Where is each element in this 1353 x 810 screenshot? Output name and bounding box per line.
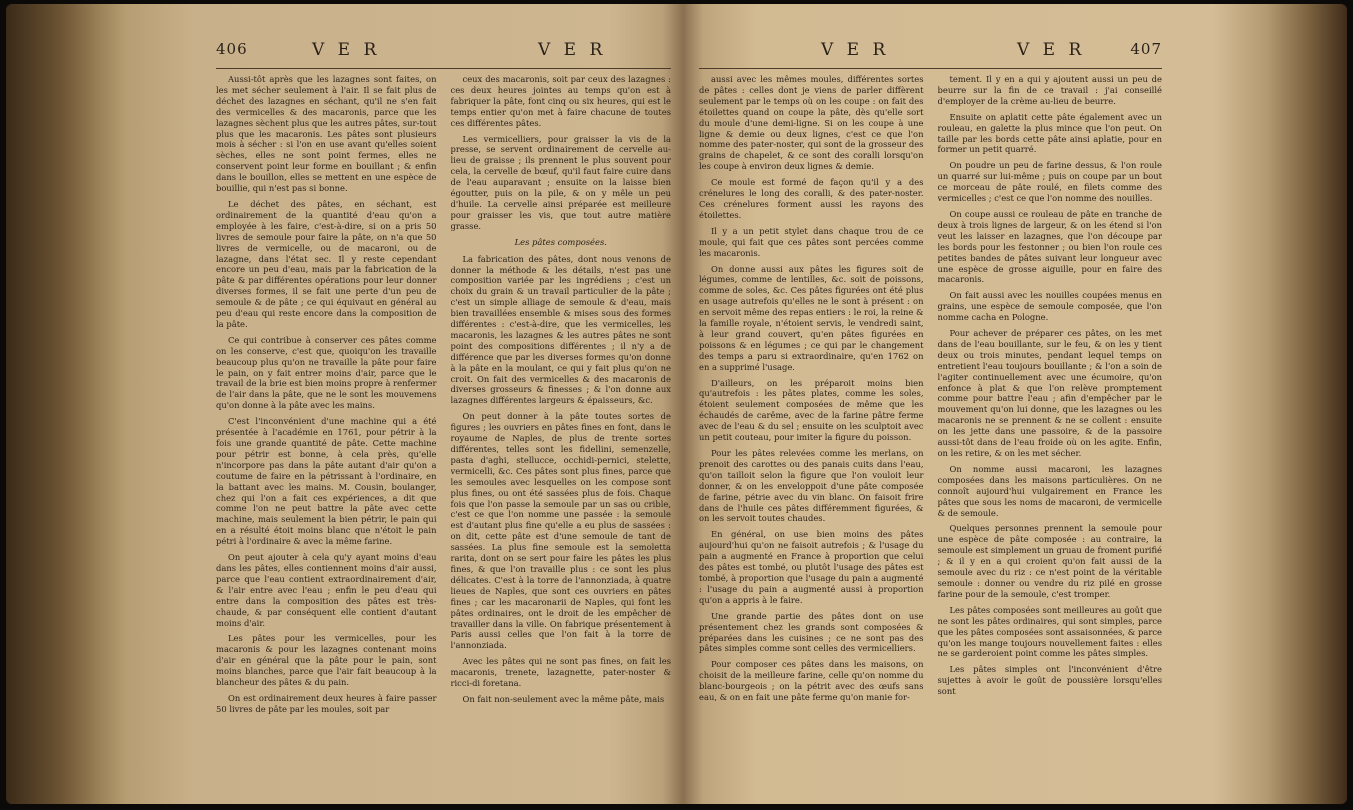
open-book xyxy=(6,4,1347,804)
left-head-title-2: V E R xyxy=(538,40,607,60)
left-page-number: 406 xyxy=(216,40,248,58)
paragraph: Ensuite on aplatit cette pâte également avec un rouleau, en galette la plus mince que l'on peut. On taille par les bords cette pâte ainsi aplatie, pour en former un petit quarré. xyxy=(937,111,1162,155)
left-head-rule xyxy=(216,68,671,69)
paragraph: En général, on use bien moins des pâtes aujourd'hui qu'on ne faisoit autrefois ; & l'usage du pain a augmenté en France à proportion que celui des pâtes est tombé, ou plutôt l'usage des pâtes est tombé, à proportion que l'usage du pain a augmenté : l'usage du pain a augmenté aussi à proportion qu'on a appris à le faire. xyxy=(699,529,924,605)
paragraph: Les vermicelliers, pour graisser la vis de la presse, se servent ordinairement de cervelle au-lieu de graisse ; ils prennent le plus souvent pour cela, la cervelle de bœuf, qu'il faut faire cuire dans de l'eau auparavant ; ensuite on la laisse bien égoutter, puis on la pile, & on y mêle un peu d'huile. La cervelle ainsi préparée est meilleure pour graisser les vis, que tout autre matière grasse. xyxy=(450,133,671,231)
paragraph: ceux des macaronis, soit par ceux des lazagnes : ces deux heures jointes au temps qu'on est à fabriquer la pâte, font cinq ou six heures, qui est le temps entier qu'on met à faire chacune de toutes ces différentes pâtes. xyxy=(450,74,671,128)
paragraph: On peut ajouter à cela qu'y ayant moins d'eau dans les pâtes, elles contiennent moins d'air aussi, parce que l'eau contient extraordinairement d'air, & l'air entre avec l'eau ; enfin le peu d'eau qui entre dans la composition des pâtes est très-chaude, & par conséquent elle contient d'autant moins d'air. xyxy=(216,552,437,628)
paragraph: Les pâtes simples ont l'inconvénient d'être sujettes à avoir le goût de poussière lorsqu'elles sont xyxy=(937,664,1162,697)
paragraph: Les pâtes composées sont meilleures au goût que ne sont les pâtes ordinaires, qui sont simples, parce que les pâtes composées sont assaisonnées, & parce qu'on les mange toujours nouvellement faites : elles ne se garderoient point comme les pâtes simples. xyxy=(937,604,1162,659)
right-column-2 xyxy=(938,74,1163,774)
paragraph: On coupe aussi ce rouleau de pâte en tranche de deux à trois lignes de largeur, & on les étend si l'on veut les laisser en lazagnes, que l'on découpe par les bords pour les festonner ; ou bien l'on roule ces petites bandes de pâtes suivant leur longueur avec une espèce de grosse aiguille, pour en faire des macaronis. xyxy=(937,208,1162,285)
paragraph: Avec les pâtes qui ne sont pas fines, on fait les macaronis, trenete, lazagnette, pater-noster & ricci-di foretana. xyxy=(450,656,671,689)
paragraph: On fait non-seulement avec la même pâte, mais xyxy=(462,693,665,704)
paragraph: Les pâtes pour les vermicelles, pour les macaronis & pour les lazagnes contenant moins d'air en général que la pâte pour le pain, sont moins blanches, parce que l'air fait beaucoup à la blancheur des pâtes & du pain. xyxy=(216,633,437,688)
paragraph: La fabrication des pâtes, dont nous venons de donner la méthode & les détails, n'est pas une composition variée par les ingrédiens ; c'est un choix du grain & un travail particulier de la pâte ; c'est un simple alliage de semoule & d'eau, mais bien travaillées ensemble & mises sous des formes différentes : c'est-à-dire, que les vermicelles, les macaronis, les lazagnes & les autres pâtes ne sont point des compositions différentes ; il n'y a de différence que par les diverses formes qu'on donne à la pâte en la moulant, ce qui y fait plus qu'on ne croit. On fait des vermicelles & des macaronis de diverses grosseurs & finesses ; & l'on donne aux lazagnes différentes largeurs & épaisseurs, &c. xyxy=(450,253,671,406)
right-column-1 xyxy=(699,74,924,774)
paragraph: Il y a un petit stylet dans chaque trou de ce moule, qui fait que ces pâtes sont percées comme les macaronis. xyxy=(699,225,924,258)
section-heading: Les pâtes composées. xyxy=(514,236,607,247)
paragraph: Pour composer ces pâtes dans les maisons, on choisit de la meilleure farine, celle qu'on nomme du blanc-bourgeois ; on la pétrit avec des œufs sans eau, & on en fait une pâte ferme qu'on manie for- xyxy=(699,659,924,703)
paragraph: Pour les pâtes relevées comme les merlans, on prenoit des carottes ou des panais cuits dans l'eau, qu'on tailloit selon la figure que l'on vouloit leur donner, & on les enveloppoit d'une pâte composée de farine, pétrie avec du vin blanc. On faisoit frire dans de l'huile ces pâtes différemment figurées, & on les servoit toutes chaudes. xyxy=(699,448,924,524)
left-column-2 xyxy=(451,74,672,774)
right-head-rule xyxy=(699,68,1162,69)
paragraph: On poudre un peu de farine dessus, & l'on roule un quarré sur lui-même ; puis on coupe par un bout ce morceau de pâte roulé, en filets comme des vermicelles ; c'est ce que l'on nomme des nouilles. xyxy=(937,160,1162,204)
paragraph: Une grande partie des pâtes dont on use présentement chez les grands sont composées & préparées dans les cuisines ; ce ne sont pas des pâtes simples comme sont celles des vermicelliers. xyxy=(699,610,924,654)
paragraph: C'est l'inconvénient d'une machine qui a été présentée à l'académie en 1761, pour pétrir à la fois une grande quantité de pâte. Cette machine pour pétrir est bonne, à cela près, qu'elle n'incorpore pas dans la pâte autant d'air qu'on a coutume de faire en la pétrissant à l'ordinaire, en la battant avec les mains. M. Cousin, boulanger, chez qui l'on a fait ces expériences, a dit que comme l'on ne peut battre la pâte avec cette machine, mais seulement la bien pétrir, le pain qui en a résulté étoit moins blanc que n'étoit le pain pétri à l'ordinaire & avec la même farine. xyxy=(216,416,437,547)
right-head-title-2: V E R xyxy=(1017,40,1086,60)
paragraph: On peut donner à la pâte toutes sortes de figures ; les ouvriers en pâtes fines en font, dans le royaume de Naples, de plus de trente sortes différentes, telles sont les fidellini, semenzelle, pasta d'aghi, stellucce, occhidi-pernici, stelette, vermicelli, &c. Ces pâtes sont plus fines, parce que les semoules avec lesquelles on les compose sont plus fines, ou ont été sassées plus de fois. Chaque fois que l'on passe la semoule par un sas ou crible, c'est ce que l'on nomme une passée : la semoule est d'autant plus fine qu'elle a eu plus de sassées : on dit, cette pâte est d'une semoule de tant de sassées. La plus fine semoule est la semoletta rarita, dont on se sert pour faire les pâtes les plus fines, & que l'on travaille plus : ce sont les plus délicates. C'est à la torre de l'annonziada, à quatre lieues de Naples, que sont ces ouvriers en pâtes fines ; car les macaronarii de Naples, qui font les pâtes ordinaires, ont le droit de les empêcher de travailler dans la ville. On fabrique présentement à Paris aussi celles que l'on fait à la torre de l'annonziada. xyxy=(450,411,671,651)
paragraph: On donne aussi aux pâtes les figures soit de légumes, comme de lentilles, &c. soit de poissons, comme de soles, &c. Ces pâtes figurées ont été plus en usage autrefois qu'elles ne le sont à présent : on en servoit même des repas entiers : le roi, la reine & la famille royale, n'étoient servis, le vendredi saint, à leur grand couvert, qu'en pâtes figurées en poissons & en légumes ; ce qui par le changement des temps a paru si extraordinaire, qu'en 1762 on en a supprimé l'usage. xyxy=(699,263,924,372)
paragraph: aussi avec les mêmes moules, différentes sortes de pâtes : celles dont je viens de parler diffèrent seulement par le temps où on les coupe : on fait des étoilettes quand on coupe la pâte, dès qu'elle sort du moule d'une demi-ligne. Si on les coupe à une ligne & demie ou deux lignes, c'est ce que l'on nomme des pater-noster, qui sont de la grosseur des grains de chapelet, & ce sont des coralli lorsqu'on les coupe à environ deux lignes & demie. xyxy=(699,74,924,172)
paragraph: Quelques personnes prennent la semoule pour une espèce de pâte composée : au contraire, la semoule est simplement un gruau de froment purifié ; & il y en a qui croient qu'on fait aussi de la semoule avec du riz : ce n'est point de la véritable semoule : donner ou vendre du riz pilé en grosse farine pour de la semoule, c'est tromper. xyxy=(937,523,1162,599)
paragraph: Ce qui contribue à conserver ces pâtes comme on les conserve, c'est que, quoiqu'on les travaille beaucoup plus qu'on ne travaille la pâte pour faire le pain, on y fait entrer moins d'air, parce que le travail de la brie est bien moins propre à renfermer de l'air dans la pâte, que ne le sont les mouvemens qu'on donne à la pâte avec les mains. xyxy=(216,334,437,411)
paragraph: tement. Il y en a qui y ajoutent aussi un peu de beurre sur la fin de ce travail : j'ai conseillé d'employer de la crème au-lieu de beurre. xyxy=(937,74,1162,106)
paragraph: Aussi-tôt après que les lazagnes sont faites, on les met sécher seulement à l'air. Il se fait plus de déchet des lazagnes en séchant, qu'il ne s'en fait des vermicelles & des macaronis, parce que les lazagnes sèchent plus que les autres pâtes, sur-tout plus que les macaronis. Les pâtes sont plusieurs mois à sécher : si l'on en use avant qu'elles soient sèches, elles ne sont point fermes, elles ne conservent point leur forme en bouillant ; & enfin dans le bouillon, elles se mettent en une espèce de bouillie, qui n'est pas si bonne. xyxy=(216,74,437,194)
paragraph: Le déchet des pâtes, en séchant, est ordinairement de la quantité d'eau qu'on a employée à les faire, c'est-à-dire, si on a pris 50 livres de semoule pour faire la pâte, on n'a que 50 livres de vermicelle, ou de macaroni, ou de lazagne, dans l'état sec. Il y reste cependant encore un peu d'eau, mais par la fabrication de la pâte & par différentes opérations pour leur donner diverses formes, il se fait une perte d'un peu de semoule & de pâte ; ce qui équivaut en général au peu d'eau qui reste encore dans la composition de la pâte. xyxy=(216,198,437,329)
right-running-head xyxy=(699,40,1162,66)
right-head-title-1: V E R xyxy=(821,40,890,60)
left-head-title-1: V E R xyxy=(312,40,381,60)
paragraph: On fait aussi avec les nouilles coupées menus en grains, une espèce de semoule composée, que l'on nomme cacha en Pologne. xyxy=(937,290,1162,323)
paragraph: On est ordinairement deux heures à faire passer 50 livres de pâte par les moules, soit par xyxy=(216,692,437,714)
right-page-number: 407 xyxy=(1130,40,1162,58)
paragraph: Ce moule est formé de façon qu'il y a des crénelures le long des coralli, & des pater-noster. Ces crénelures forment aussi les rayons des étoilettes. xyxy=(699,177,924,220)
left-running-head xyxy=(216,40,671,66)
left-column-1 xyxy=(216,74,437,774)
paragraph: D'ailleurs, on les préparoit moins bien qu'autrefois : les pâtes plates, comme les soles, étoient seulement composées de même que les échaudés de carême, avec de la farine pâtre ferme avec de l'eau & du sel ; ensuite on les sculptoit avec un petit couteau, pour imiter la figure du poisson. xyxy=(699,377,924,443)
paragraph: On nomme aussi macaroni, les lazagnes composées dans les maisons particulières. On ne connoît aujourd'hui vulgairement en France les pâtes que sous les noms de macaroni, de vermicelle & de semoule. xyxy=(937,463,1162,518)
paragraph: Pour achever de préparer ces pâtes, on les met dans de l'eau bouillante, sur le feu, & on les y tient deux ou trois minutes, pendant lequel temps on entretient l'eau toujours bouillante ; & l'on a soin de l'agiter continuellement avec une écumoire, qu'on enfonce à plat & que l'on relève promptement comme pour battre l'eau ; afin d'empêcher par le mouvement qu'on lui donne, que les lazagnes ou les macaronis ne se prennent & ne se collent : ensuite on les jette dans une passoire, & de la passoire aussi-tôt dans de l'eau froide où on les agite. Enfin, on les retire, & on les met sécher. xyxy=(937,328,1162,458)
